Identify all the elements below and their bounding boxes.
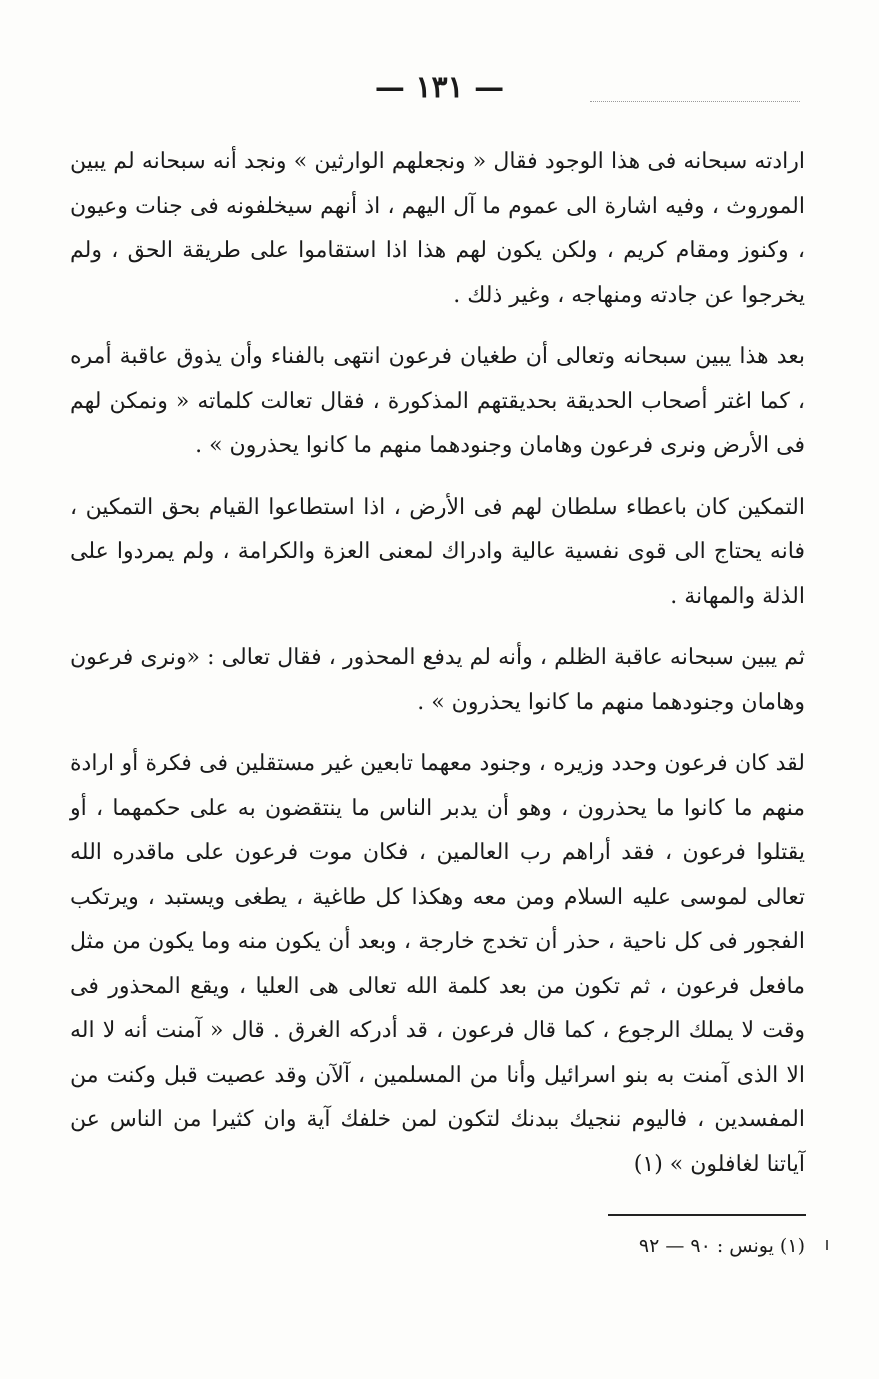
paragraph-2: بعد هذا يبين سبحانه وتعالى أن طغيان فرعون انتهى بالفناء وأن يذوق عاقبة أمره ، كما اغتر أصحاب الحديقة بحديقتهم المذكورة ، فقال تعالت كلماته « ونمكن لهم فى الأرض ونرى فرعون وهامان وجنودهما منهم ما كانوا يحذرون » . — [70, 344, 805, 458]
footnote: (١) يونس : ٩٠ — ٩٢ — [638, 1235, 805, 1257]
margin-mark — [826, 1240, 828, 1250]
paragraph-5: لقد كان فرعون وحدد وزيره ، وجنود معهما تابعين غير مستقلين فى فكرة أو ارادة منهم ما كانوا ما يحذرون ، وهو أن يدبر الناس ما ينتقضون به على حكمهما ، أو يقتلوا فرعون ، فقد أراهم رب العالمين ، فكان موت فرعون على ماقدره الله تعالى لموسى عليه السلام ومن معه وهكذا كل طاغية ، يطغى ويستبد ، ويرتكب الفجور فى كل ناحية ، حذر أن تخدج خارجة ، وبعد أن يكون منه وما يكون من مثل مافعل فرعون ، ثم تكون من بعد كلمة الله تعالى هى العليا ، ويقع المحذور فى وقت لا يملك الرجوع ، كما قال فرعون ، قد أدركه الغرق . قال « آمنت أنه لا اله الا الذى آمنت به بنو اسرائيل وأنا من المسلمين ، آلآن وقد عصيت قبل وكنت من المفسدين ، فاليوم ننجيك ببدنك لتكون لمن خلفك آية وان كثيرا من الناس عن آياتنا لغافلون » (١) — [70, 751, 805, 1177]
paragraph-3: التمكين كان باعطاء سلطان لهم فى الأرض ، اذا استطاعوا القيام بحق التمكين ، فانه يحتاج الى قوى نفسية عالية وادراك لمعنى العزة والكرامة ، ولم يمردوا على الذلة والمهانة . — [70, 494, 805, 609]
main-text — [70, 140, 805, 1187]
footnote-divider — [608, 1214, 806, 1216]
scan-artifact — [590, 101, 800, 105]
paragraph-4: ثم يبين سبحانه عاقبة الظلم ، وأنه لم يدفع المحذور ، فقال تعالى : «ونرى فرعون وهامان وجنودهما منهم ما كانوا يحذرون » . — [70, 645, 805, 715]
paragraph-1: ارادته سبحانه فى هذا الوجود فقال « ونجعلهم الوارثين » ونجد أنه سبحانه لم يبين الموروث ، وفيه اشارة الى عموم ما آل اليهم ، اذ أنهم سيخلفونه فى جنات وعيون ، وكنوز ومقام كريم ، ولكن يكون لهم هذا اذا استقاموا على طريقة الحق ، ولم يخرجوا عن جادته ومنهاجه ، وغير ذلك . — [70, 149, 805, 308]
page-number: — ١٣١ — — [374, 70, 505, 105]
